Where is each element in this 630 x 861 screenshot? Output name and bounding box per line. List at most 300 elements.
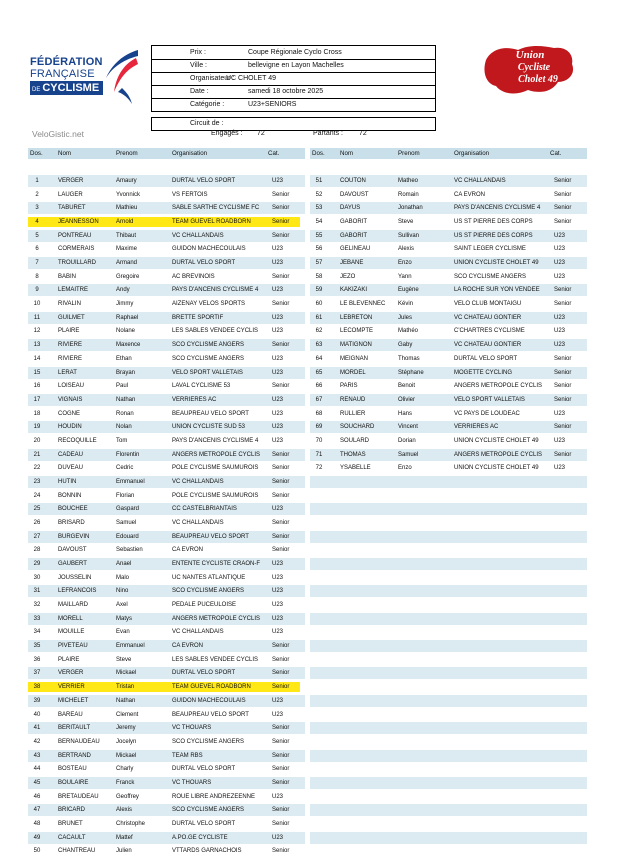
cell-dos: 36 — [33, 656, 41, 663]
cell-cat: Senior — [272, 451, 290, 458]
cell-cat: U23 — [272, 396, 284, 403]
cell-dos: 19 — [33, 424, 41, 431]
table-row — [28, 558, 305, 570]
table-row — [28, 435, 305, 447]
cell-org: ENTENTE CYCLISTE CRAON-F — [172, 561, 261, 568]
cell-cat: Senior — [554, 191, 572, 198]
cell-cat: U23 — [272, 629, 284, 636]
table-row — [28, 613, 305, 625]
cell-org: LAVAL CYCLISME 53 — [172, 383, 231, 390]
cell-cat: U23 — [554, 246, 566, 253]
cell-nom: GABORIT — [340, 219, 368, 226]
table-row — [310, 339, 587, 351]
cell-org: CA EVRON — [172, 643, 204, 650]
cell-nom: COUTON — [340, 178, 366, 184]
cell-nom: LOISEAU — [58, 383, 85, 390]
empty-table-row — [310, 709, 587, 721]
cell-nom: MOUILLE — [58, 629, 85, 636]
cell-org: LA ROCHE SUR YON VENDEE — [454, 287, 540, 294]
cell-cat: Senior — [554, 205, 572, 212]
cell-cat: Senior — [554, 219, 572, 226]
cell-cat: U23 — [272, 561, 284, 568]
right-table-header — [310, 148, 587, 159]
cell-prenom: Romain — [398, 191, 419, 198]
cell-org: TEAM GUEVEL ROADBORN — [172, 684, 251, 691]
cell-org: VC CHALLANDAIS — [172, 232, 224, 239]
cell-prenom: Axel — [116, 602, 128, 609]
cell-org: ANGERS METROPOLE CYCLIS — [454, 451, 543, 458]
cell-prenom: Gaby — [398, 342, 413, 349]
cell-prenom: Enzo — [398, 260, 412, 267]
table-row — [28, 777, 305, 789]
cell-cat: U23 — [272, 697, 284, 704]
cell-org: SCO CYCLISME ANGERS — [172, 588, 245, 595]
cell-dos: 8 — [35, 273, 39, 280]
cell-prenom: Jimmy — [116, 301, 134, 308]
cell-cat: Senior — [272, 684, 290, 691]
ffc-line3-small: DE — [32, 87, 41, 93]
empty-table-row — [310, 791, 587, 803]
table-row — [28, 818, 305, 830]
cell-prenom: Nathan — [116, 697, 136, 704]
cell-org: GUIDON MACHECOULAIS — [172, 697, 246, 704]
cell-prenom: Geoffrey — [116, 793, 139, 800]
cell-prenom: Alexis — [398, 246, 415, 253]
cell-dos: 22 — [33, 465, 41, 472]
cell-cat: Senior — [272, 670, 290, 677]
cell-cat: U23 — [554, 342, 566, 349]
header-prenom: Prenom — [116, 150, 138, 157]
header-prenom: Prenom — [398, 150, 420, 157]
cell-prenom: Mathieu — [116, 205, 138, 212]
cell-nom: BERNAUDEAU — [58, 738, 100, 745]
table-row — [28, 572, 305, 584]
table-row — [28, 695, 305, 707]
empty-table-row — [310, 544, 587, 556]
cell-nom: PARIS — [340, 383, 358, 390]
cell-dos: 3 — [35, 205, 39, 212]
cell-dos: 26 — [33, 520, 41, 526]
cell-dos: 45 — [33, 779, 41, 786]
cell-dos: 55 — [315, 232, 323, 239]
cell-dos: 14 — [33, 355, 41, 362]
cell-cat: Senior — [272, 766, 290, 773]
cell-prenom: Paul — [116, 383, 129, 390]
empty-table-row — [310, 654, 587, 666]
table-row — [28, 490, 305, 502]
ville-label: Ville : — [190, 62, 207, 69]
cell-dos: 71 — [315, 451, 323, 458]
cell-org: US ST PIERRE DES CORPS — [454, 219, 533, 226]
table-row — [28, 257, 305, 269]
union-line2: Cycliste — [517, 62, 551, 73]
cell-prenom: Matys — [116, 615, 133, 622]
cell-prenom: Maxime — [116, 246, 138, 253]
header-cat: Cat. — [550, 150, 562, 157]
cell-prenom: Mattef — [116, 834, 133, 841]
cell-nom: BAREAU — [58, 711, 83, 718]
cell-dos: 69 — [315, 424, 323, 431]
cell-nom: DAVOUST — [340, 191, 369, 198]
table-row — [28, 175, 305, 187]
cell-cat: U23 — [554, 465, 566, 472]
table-row — [28, 791, 305, 803]
cell-org: DURTAL VELO SPORT — [172, 260, 236, 267]
cell-prenom: Mickael — [116, 752, 137, 759]
cell-prenom: Alexis — [116, 807, 133, 814]
cell-prenom: Dorian — [398, 437, 416, 444]
cell-cat: Senior — [272, 520, 290, 526]
cell-nom: HUTIN — [58, 478, 77, 485]
cell-dos: 44 — [33, 766, 41, 773]
table-row — [310, 449, 587, 461]
union-cycliste-logo — [482, 42, 578, 98]
table-row — [28, 216, 305, 228]
cell-org: VC THOUARS — [172, 779, 212, 786]
cell-dos: 27 — [33, 533, 41, 540]
cell-org: SAINT LEGER CYCLISME — [454, 246, 526, 253]
table-row — [28, 722, 305, 734]
empty-table-row — [310, 818, 587, 830]
cell-cat: Senior — [272, 807, 290, 814]
cell-org: SCO CYCLISME ANGERS — [172, 342, 245, 349]
cell-org: BRETTE SPORTIF — [172, 314, 224, 321]
cell-dos: 62 — [315, 328, 323, 335]
table-row — [28, 804, 305, 816]
cell-nom: VERRIER — [58, 684, 85, 691]
cell-prenom: Emmanuel — [116, 643, 145, 650]
cell-prenom: Florentin — [116, 451, 140, 458]
table-row — [28, 531, 305, 543]
cell-nom: PLAIRE — [58, 328, 80, 335]
cell-nom: CORMERAIS — [58, 246, 95, 253]
cell-org: BEAUPREAU VELO SPORT — [172, 711, 249, 718]
cell-prenom: Enzo — [398, 465, 412, 472]
cell-cat: Senior — [272, 273, 290, 280]
empty-table-row — [310, 613, 587, 625]
cell-cat: Senior — [554, 287, 572, 294]
cell-org: TEAM GUEVEL ROADBORN — [172, 219, 251, 226]
table-row — [28, 408, 305, 420]
cell-prenom: Maxence — [116, 342, 141, 349]
cell-cat: Senior — [554, 301, 572, 308]
cell-nom: LEFRANCOIS — [58, 588, 97, 595]
cell-org: VC CHALLANDAIS — [172, 478, 224, 485]
table-row — [310, 435, 587, 447]
cell-org: PEDALE PUCEULOISE — [172, 602, 237, 609]
cell-cat: U23 — [554, 410, 566, 417]
cell-cat: U23 — [554, 232, 566, 239]
cell-prenom: Franck — [116, 779, 135, 786]
cell-cat: Senior — [272, 301, 290, 308]
left-table-header — [28, 148, 305, 159]
cell-nom: BOULAIRE — [58, 779, 89, 786]
cell-dos: 54 — [315, 219, 323, 226]
cell-cat: U23 — [272, 437, 284, 444]
table-row — [310, 230, 587, 242]
table-row — [28, 517, 305, 529]
table-row — [28, 832, 305, 844]
cell-dos: 53 — [315, 205, 323, 212]
source-label: VeloGistic.net — [32, 129, 84, 139]
cell-cat: Senior — [272, 205, 290, 212]
ffc-line3 — [30, 81, 103, 95]
table-row — [310, 380, 587, 392]
table-row — [28, 462, 305, 474]
cell-prenom: Tom — [116, 437, 128, 444]
header-dos: Dos. — [30, 150, 43, 157]
cell-cat: Senior — [272, 478, 290, 485]
cell-cat: U23 — [554, 260, 566, 267]
header-nom: Nom — [58, 150, 72, 157]
cell-nom: JEANNESSON — [58, 219, 99, 226]
cell-prenom: Matheo — [398, 178, 419, 184]
table-row — [28, 325, 305, 337]
cell-cat: Senior — [272, 232, 290, 239]
cell-nom: MATIGNON — [340, 342, 372, 349]
cell-dos: 70 — [315, 437, 323, 444]
table-row — [28, 626, 305, 638]
cell-prenom: Emmanuel — [116, 478, 145, 485]
ffc-line2: FRANÇAISE — [30, 68, 95, 80]
cell-prenom: Ronan — [116, 410, 134, 417]
table-row — [28, 709, 305, 721]
cell-cat: Senior — [272, 752, 290, 759]
table-row — [28, 339, 305, 351]
cell-cat: Senior — [272, 191, 290, 198]
cell-dos: 34 — [33, 629, 41, 636]
cell-prenom: Sullivan — [398, 232, 420, 239]
table-row — [28, 312, 305, 324]
table-row — [310, 271, 587, 283]
cell-prenom: Nolane — [116, 328, 136, 335]
cell-cat: Senior — [272, 643, 290, 650]
table-row — [310, 462, 587, 474]
cell-nom: BOUCHEE — [58, 506, 88, 513]
cell-org: CA EVRON — [172, 547, 204, 554]
cell-cat: U23 — [272, 574, 284, 581]
table-row — [28, 667, 305, 679]
table-row — [310, 408, 587, 420]
cell-nom: RENAUD — [340, 396, 366, 403]
cell-nom: SOULARD — [340, 437, 370, 444]
cell-dos: 32 — [33, 602, 41, 609]
cell-nom: BRISARD — [58, 520, 85, 526]
cell-org: AIZENAY VELOS SPORTS — [172, 301, 246, 308]
cell-org: BEAUPREAU VELO SPORT — [172, 410, 249, 417]
cell-cat: U23 — [272, 424, 284, 431]
header-organisation: Organisation — [172, 150, 208, 157]
info-row-categorie — [152, 98, 435, 111]
empty-table-row — [310, 695, 587, 707]
cell-cat: Senior — [272, 492, 290, 499]
cell-prenom: Benoit — [398, 383, 416, 390]
cell-org: POLE CYCLISME SAUMUROIS — [172, 465, 259, 472]
cell-org: PAYS D'ANCENIS CYCLISME 4 — [172, 287, 259, 294]
cell-org: C'CHARTRES CYCLISME — [454, 328, 525, 335]
cell-cat: U23 — [554, 273, 566, 280]
cell-nom: KAKIZAKI — [340, 287, 368, 294]
cell-dos: 46 — [33, 793, 41, 800]
cell-dos: 67 — [315, 396, 323, 403]
cell-prenom: Yvonnick — [116, 191, 141, 198]
cell-prenom: Thomas — [398, 355, 420, 362]
cell-nom: CHANTREAU — [58, 848, 96, 855]
cell-org: SCO CYCLISME ANGERS — [172, 738, 245, 745]
cell-prenom: Olivier — [398, 396, 416, 403]
cell-prenom: Hans — [398, 410, 413, 417]
empty-table-row — [310, 845, 587, 857]
cell-cat: Senior — [554, 451, 572, 458]
cell-prenom: Mickael — [116, 670, 137, 677]
cell-nom: PLAIRE — [58, 656, 80, 663]
table-row — [28, 243, 305, 255]
cell-nom: GUILMET — [58, 314, 85, 321]
cell-dos: 15 — [33, 369, 41, 376]
cell-prenom: Jeremy — [116, 725, 136, 732]
cell-org: VC CHATEAU GONTIER — [454, 314, 522, 321]
empty-table-row — [310, 490, 587, 502]
cell-org: GUIDON MACHECOULAIS — [172, 246, 246, 253]
prix-value: Coupe Régionale Cyclo Cross — [248, 49, 342, 56]
empty-table-row — [310, 517, 587, 529]
empty-table-row — [310, 599, 587, 611]
cell-nom: LECOMPTE — [340, 328, 374, 335]
cell-nom: CADEAU — [58, 451, 84, 458]
empty-table-row — [310, 626, 587, 638]
circuit-label: Circuit de : — [190, 120, 224, 127]
empty-table-row — [310, 804, 587, 816]
cell-nom: BRUNET — [58, 820, 83, 827]
cell-org: VELO SPORT VALLETAIS — [454, 396, 525, 403]
empty-table-row — [310, 558, 587, 570]
cell-nom: GAUBERT — [58, 561, 87, 568]
cell-prenom: Cedric — [116, 465, 134, 472]
cell-cat: Senior — [272, 533, 290, 540]
ffc-line1: FÉDÉRATION — [30, 56, 103, 68]
cell-prenom: Jules — [398, 314, 413, 321]
table-row — [28, 202, 305, 214]
header-nom: Nom — [340, 150, 354, 157]
cell-nom: DUVEAU — [58, 465, 84, 472]
cell-org: VERRIERES AC — [454, 424, 499, 431]
table-row — [310, 243, 587, 255]
ffc-swoosh-icon — [102, 48, 142, 106]
cell-cat: Senior — [554, 178, 572, 184]
cell-cat: Senior — [272, 656, 290, 663]
info-row-organisateur — [152, 72, 435, 86]
cell-org: SABLE SARTHE CYCLISME FC — [172, 205, 260, 212]
cell-prenom: Thibaut — [116, 232, 137, 239]
cell-prenom: Anael — [116, 561, 132, 568]
cell-org: LES SABLES VENDEE CYCLIS — [172, 656, 259, 663]
cell-org: VERRIERES AC — [172, 396, 217, 403]
cell-prenom: Vincent — [398, 424, 418, 431]
union-line3: Cholet 49 — [518, 74, 558, 85]
cell-cat: U23 — [272, 793, 284, 800]
cell-org: VC PAYS DE LOUDEAC — [454, 410, 520, 417]
ffc-line3-main: CYCLISME — [42, 82, 100, 94]
cell-dos: 23 — [33, 478, 41, 485]
cell-prenom: Evan — [116, 629, 130, 636]
cell-dos: 49 — [33, 834, 41, 841]
cell-nom: VERGER — [58, 178, 84, 184]
cell-cat: Senior — [554, 369, 572, 376]
cell-cat: Senior — [272, 547, 290, 554]
cell-dos: 66 — [315, 383, 323, 390]
cell-prenom: Gaspard — [116, 506, 140, 513]
table-row — [310, 257, 587, 269]
table-row — [310, 312, 587, 324]
cell-org: VELO SPORT VALLETAIS — [172, 369, 243, 376]
cell-dos: 42 — [33, 738, 41, 745]
cell-org: AC BREVINOIS — [172, 273, 215, 280]
cell-dos: 41 — [33, 725, 41, 732]
date-value: samedi 18 octobre 2025 — [248, 88, 324, 95]
cell-cat: U23 — [554, 328, 566, 335]
cell-dos: 28 — [33, 547, 41, 554]
event-info-box — [151, 45, 436, 112]
organisateur-value: UC CHOLET 49 — [226, 75, 277, 82]
table-row — [28, 421, 305, 433]
table-row — [28, 681, 305, 693]
table-row — [310, 421, 587, 433]
cell-prenom: Stéphane — [398, 369, 424, 376]
cell-org: VS FERTOIS — [172, 191, 208, 198]
cell-prenom: Clement — [116, 711, 139, 718]
cell-dos: 63 — [315, 342, 323, 349]
cell-nom: GELINEAU — [340, 246, 371, 253]
cell-org: US ST PIERRE DES CORPS — [454, 232, 533, 239]
table-row — [310, 216, 587, 228]
cell-prenom: Brayan — [116, 369, 136, 376]
empty-table-row — [310, 476, 587, 488]
table-row — [310, 284, 587, 296]
cell-prenom: Samuel — [116, 520, 137, 526]
cell-org: VC CHALLANDAIS — [172, 520, 224, 526]
cell-cat: U23 — [272, 355, 284, 362]
table-row — [28, 585, 305, 597]
cell-org: UNION CYCLISTE CHOLET 49 — [454, 437, 539, 444]
table-row — [28, 298, 305, 310]
union-cycliste-emblem-icon — [482, 42, 578, 98]
cell-cat: U23 — [554, 437, 566, 444]
cell-nom: COGNE — [58, 410, 81, 417]
cell-cat: Senior — [272, 848, 290, 855]
cell-cat: U23 — [272, 588, 284, 595]
cell-nom: TABURET — [58, 205, 86, 212]
cell-nom: TROUILLARD — [58, 260, 97, 267]
empty-table-row — [310, 572, 587, 584]
cell-org: UNION CYCLISTE SUD 53 — [172, 424, 246, 431]
cell-prenom: Yann — [398, 273, 412, 280]
cell-org: DURTAL VELO SPORT — [172, 670, 236, 677]
table-row — [28, 845, 305, 857]
participant-counts — [151, 128, 434, 140]
cell-nom: VIGNAIS — [58, 396, 83, 403]
cell-prenom: Steve — [398, 219, 414, 226]
cell-dos: 35 — [33, 643, 41, 650]
cell-nom: RIVALIN — [58, 301, 81, 308]
cell-dos: 7 — [35, 260, 39, 267]
cell-cat: U23 — [272, 410, 284, 417]
cell-dos: 9 — [35, 287, 39, 294]
empty-table-row — [310, 503, 587, 515]
table-row — [310, 175, 587, 187]
cell-org: DURTAL VELO SPORT — [172, 178, 236, 184]
cell-prenom: Malo — [116, 574, 130, 581]
cell-cat: Senior — [272, 383, 290, 390]
